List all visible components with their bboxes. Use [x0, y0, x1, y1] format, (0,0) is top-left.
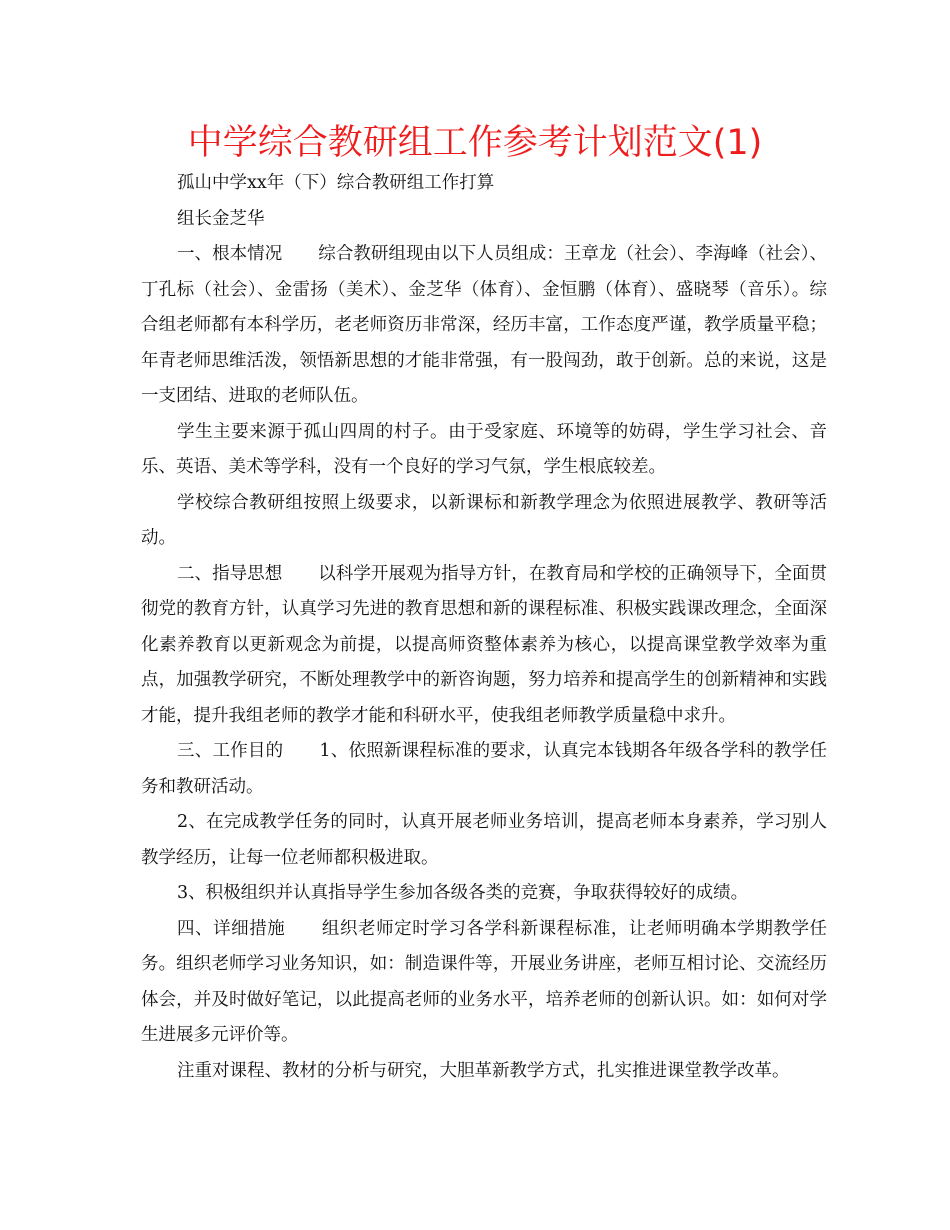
section-heading-guiding: 二、指导思想 — [177, 563, 283, 584]
section-guiding-text-1: 以科学开展观为指导方针，在教育局和学校的正确领导下，全面贯彻党的教育方针，认真学习先进的教育思想和新的课程标准、积极实践课改理念，全面深化素养教育以更新观念为前提，以提高师资整体素养为核心，以提高课堂教学效率为重点，加强教学研究，不断处理教学中的新咨询题，努力培养和提高学生的创新精神和实践才能，提升我组老师的教学才能和科研水平，使我组老师教学质量稳中求升。 — [141, 563, 828, 726]
section-basic-paragraph-1 — [141, 237, 827, 415]
section-heading-goals: 三、工作目的 — [177, 741, 284, 761]
section-goals-text-3: 3、积极组织并认真指导学生参加各级各类的竞赛，争取获得较好的成绩。 — [177, 883, 749, 903]
section-measures-text-1: 组织老师定时学习各学科新课程标准，让老师明确本学期教学任务。组织老师学习业务知识，如：制造课件等，开展业务讲座，老师互相讨论、交流经历体会，并及时做好笔记，以此提高老师的业务水平，培养老师的创新认识。如：如何对学生进展多元评价等。 — [141, 918, 828, 1045]
section-measures-paragraph-2 — [141, 1054, 827, 1090]
section-goals-paragraph-2 — [141, 805, 827, 876]
section-measures-text-2: 注重对课程、教材的分析与研究，大胆革新教学方式，扎实推进课堂教学改革。 — [177, 1060, 790, 1081]
section-goals-paragraph-1 — [141, 734, 827, 805]
section-heading-measures: 四、详细措施 — [177, 918, 286, 939]
section-basic-paragraph-2 — [141, 415, 827, 486]
group-leader: 组长金芝华 — [177, 208, 265, 229]
section-guiding-paragraph-1 — [141, 557, 827, 735]
subtitle-paragraph — [141, 166, 827, 202]
section-goals-text-1: 1、依照新课程标准的要求，认真完本钱期各年级各学科的教学任务和教研活动。 — [141, 741, 827, 797]
section-measures-paragraph-1 — [141, 912, 827, 1054]
section-goals-text-2: 2、在完成教学任务的同时，认真开展老师业务培训，提高老师本身素养，学习别人教学经历，让每一位老师都积极进取。 — [141, 812, 827, 868]
section-basic-text-2: 学生主要来源于孤山四周的村子。由于受家庭、环境等的妨碍，学生学习社会、音乐、英语、美术等学科，没有一个良好的学习气氛，学生根底较差。 — [141, 421, 827, 477]
section-basic-text-3: 学校综合教研组按照上级要求，以新课标和新教学理念为依照进展教学、教研等活动。 — [141, 492, 827, 548]
leader-paragraph — [141, 202, 827, 238]
document-body — [141, 166, 827, 1089]
section-goals-paragraph-3 — [141, 876, 827, 912]
section-heading-basic: 一、根本情况 — [177, 244, 283, 264]
section-basic-text-1: 综合教研组现由以下人员组成：王章龙（社会）、李海峰（社会）、丁孔标（社会）、金雷扬（美术）、金芝华（体育）、金恒鹏（体育）、盛晓琴（音乐）。综合组老师都有本科学历，老老师资历非常深，经历丰富，工作态度严谨，教学质量平稳；年青老师思维活泼，领悟新思想的才能非常强，有一股闯劲，敢于创新。总的来说，这是一支团结、进取的老师队伍。 — [141, 244, 827, 406]
document-title: 中学综合教研组工作参考计划范文(1) — [187, 123, 763, 163]
document-subtitle: 孤山中学xx年（下）综合教研组工作打算 — [177, 173, 495, 193]
section-basic-paragraph-3 — [141, 486, 827, 557]
